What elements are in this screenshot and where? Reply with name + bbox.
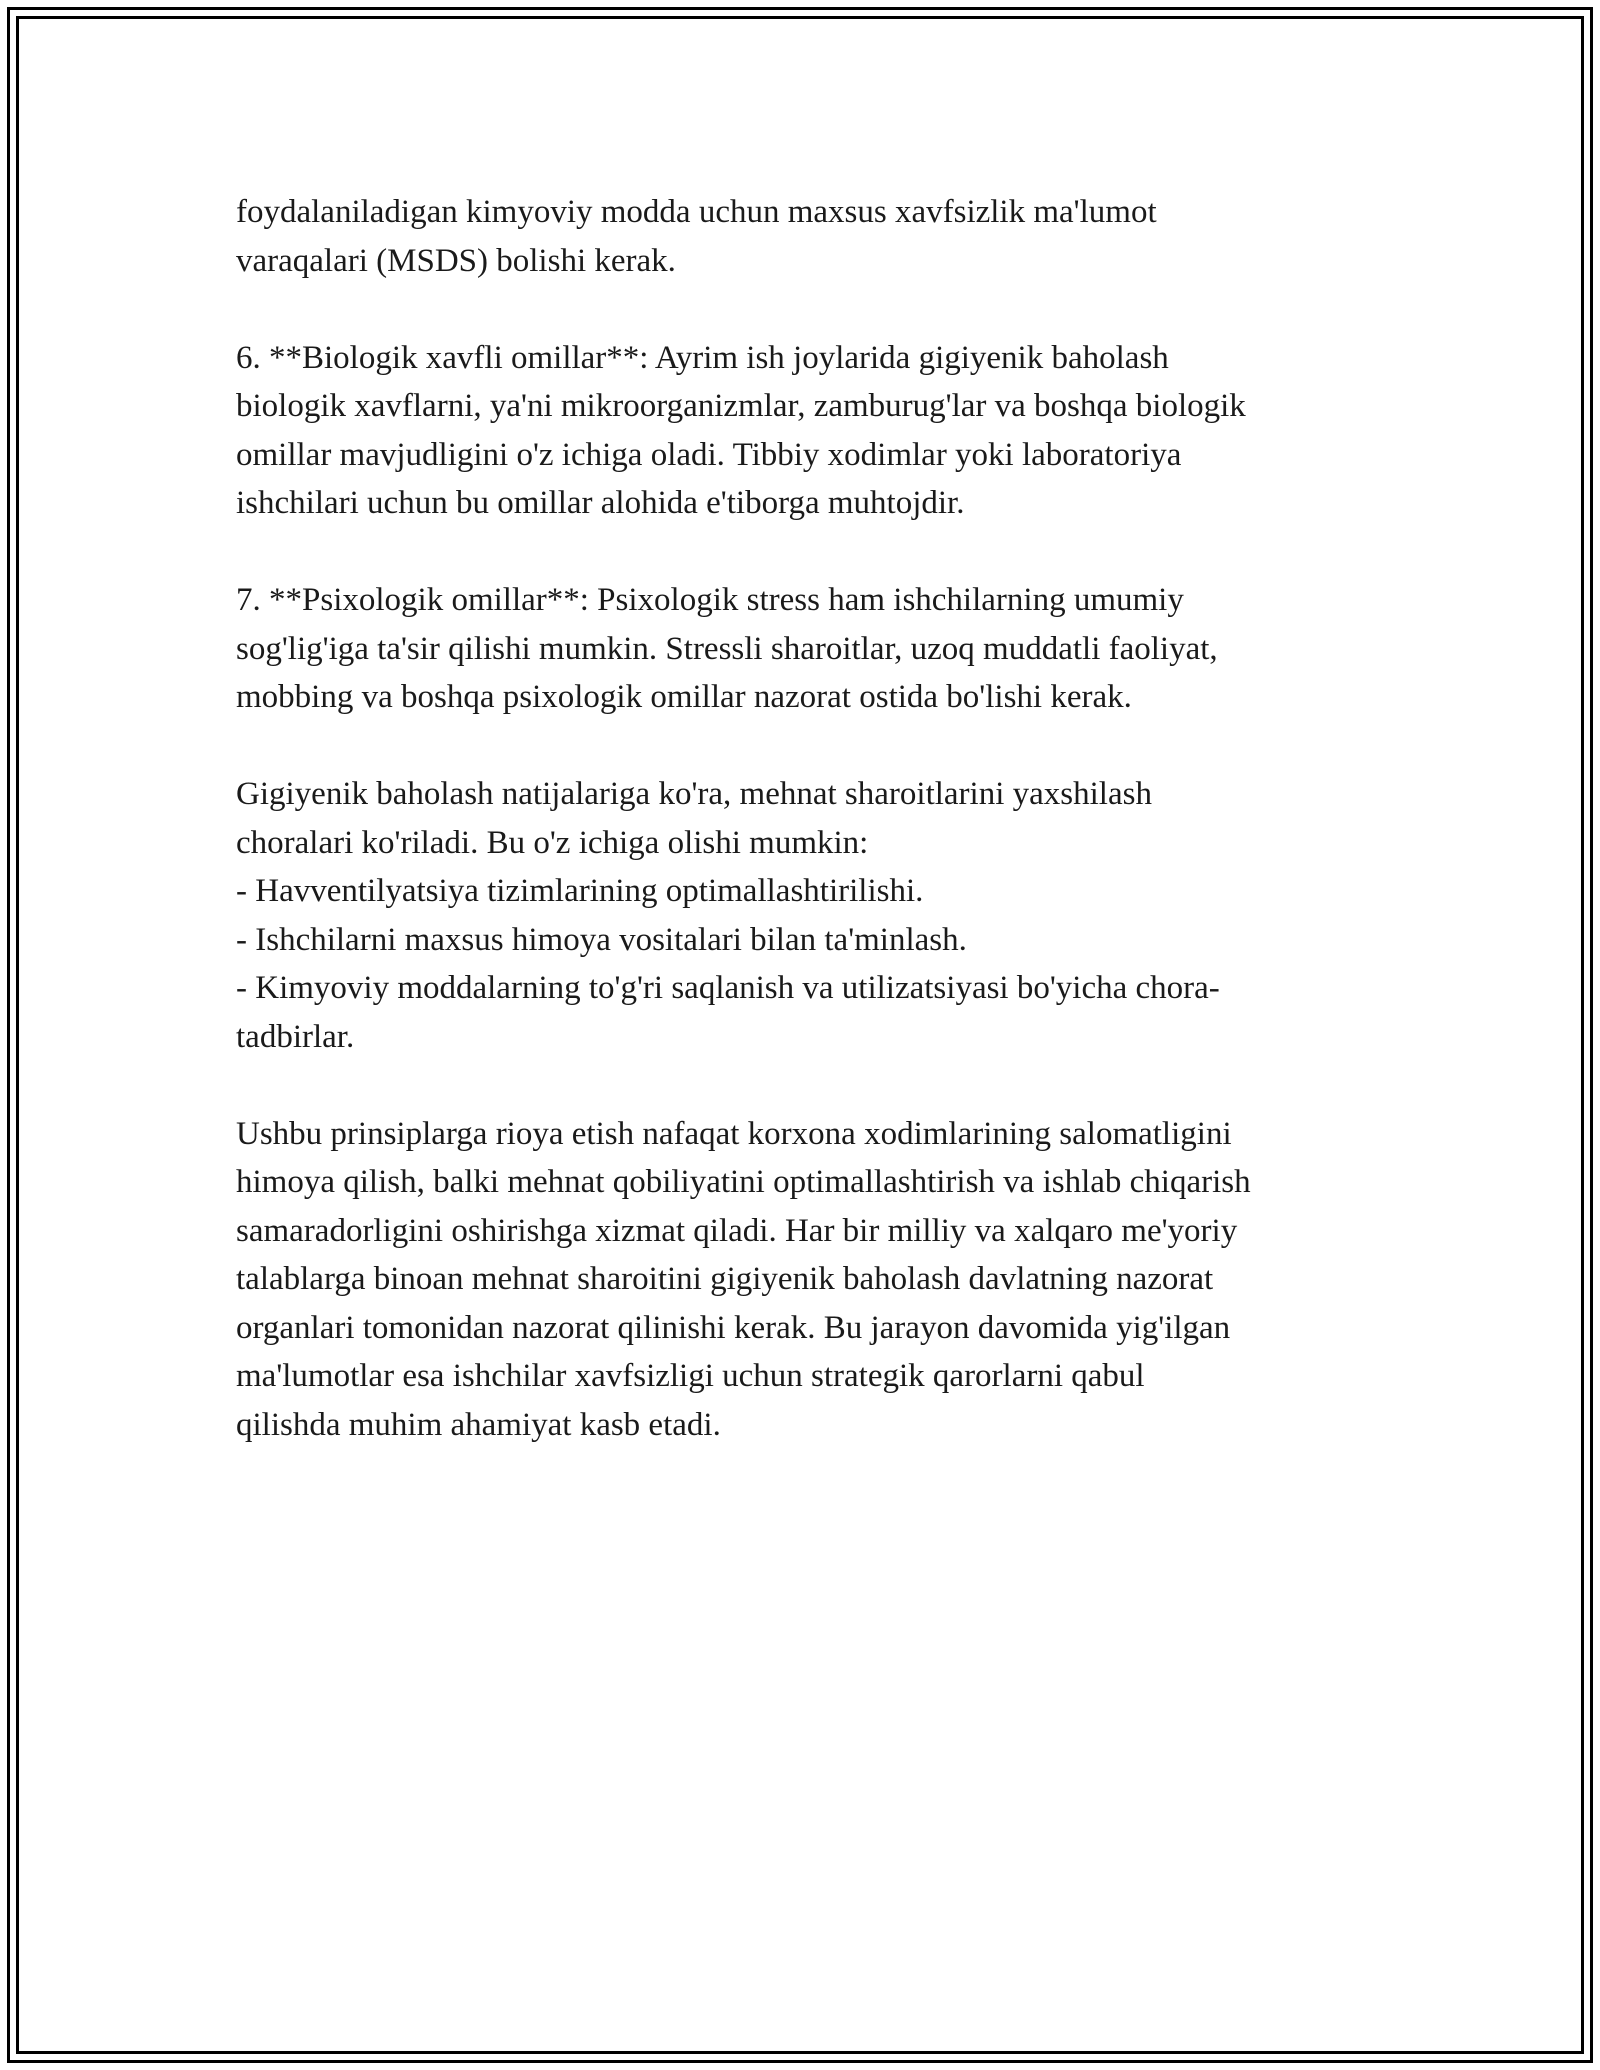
text-line: Gigiyenik baholash natijalariga ko'ra, mehnat sharoitlarini yaxshilash (236, 776, 1152, 812)
text-line: talablarga binoan mehnat sharoitini gigiyenik baholash davlatning nazorat (236, 1261, 1214, 1297)
paragraph-psychological-factors (236, 576, 1376, 722)
text-line: tadbirlar. (236, 1018, 355, 1055)
list-item: - Kimyoviy moddalarning to'g'ri saqlanish va utilizatsiyasi bo'yicha chora- (236, 970, 1220, 1006)
text-line: sog'lig'iga ta'sir qilishi mumkin. Stressli sharoitlar, uzoq muddatli faoliyat, (236, 630, 1218, 667)
text-line: biologik xavflarni, ya'ni mikroorganizmlar, zamburug'lar va boshqa biologik (236, 388, 1246, 424)
text-line: organlari tomonidan nazorat qilinishi kerak. Bu jarayon davomida yig'ilgan (236, 1309, 1231, 1346)
text-line: ma'lumotlar esa ishchilar xavfsizligi uchun strategik qarorlarni qabul (236, 1358, 1145, 1394)
text-line: Ushbu prinsiplarga rioya etish nafaqat korxona xodimlarining salomatligini (236, 1115, 1232, 1152)
text-line: choralari ko'riladi. Bu o'z ichiga olishi mumkin: (236, 824, 869, 861)
text-line: ishchilari uchun bu omillar alohida e'tiborga muhtojdir. (236, 485, 965, 521)
text-line: himoya qilish, balki mehnat qobiliyatini optimallashtirish va ishlab chiqarish (236, 1164, 1251, 1200)
text-line: samaradorligini oshirishga xizmat qiladi. Har bir milliy va xalqaro me'yoriy (236, 1212, 1238, 1249)
paragraph-improvement-measures (236, 770, 1376, 1061)
text-line: omillar mavjudligini o'z ichiga oladi. Tibbiy xodimlar yoki laboratoriya (236, 436, 1182, 473)
text-line: 7. **Psixologik omillar**: Psixologik stress ham ishchilarning umumiy (236, 582, 1184, 618)
paragraph-conclusion (236, 1110, 1376, 1450)
list-item: - Havventilyatsiya tizimlarining optimallashtirilishi. (236, 873, 924, 909)
text-line: varaqalari (MSDS) bolishi kerak. (236, 242, 676, 279)
text-line: foydalaniladigan kimyoviy modda uchun maxsus xavfsizlik ma'lumot (236, 194, 1157, 230)
text-line: mobbing va boshqa psixologik omillar nazorat ostida bo'lishi kerak. (236, 679, 1132, 715)
list-item: - Ishchilarni maxsus himoya vositalari bilan ta'minlash. (236, 921, 967, 958)
text-line: qilishda muhim ahamiyat kasb etadi. (236, 1406, 721, 1443)
paragraph-msds-continuation (236, 188, 1376, 285)
document-body (236, 188, 1376, 1449)
text-line: 6. **Biologik xavfli omillar**: Ayrim ish joylarida gigiyenik baholash (236, 339, 1169, 376)
paragraph-biological-factors (236, 334, 1376, 528)
